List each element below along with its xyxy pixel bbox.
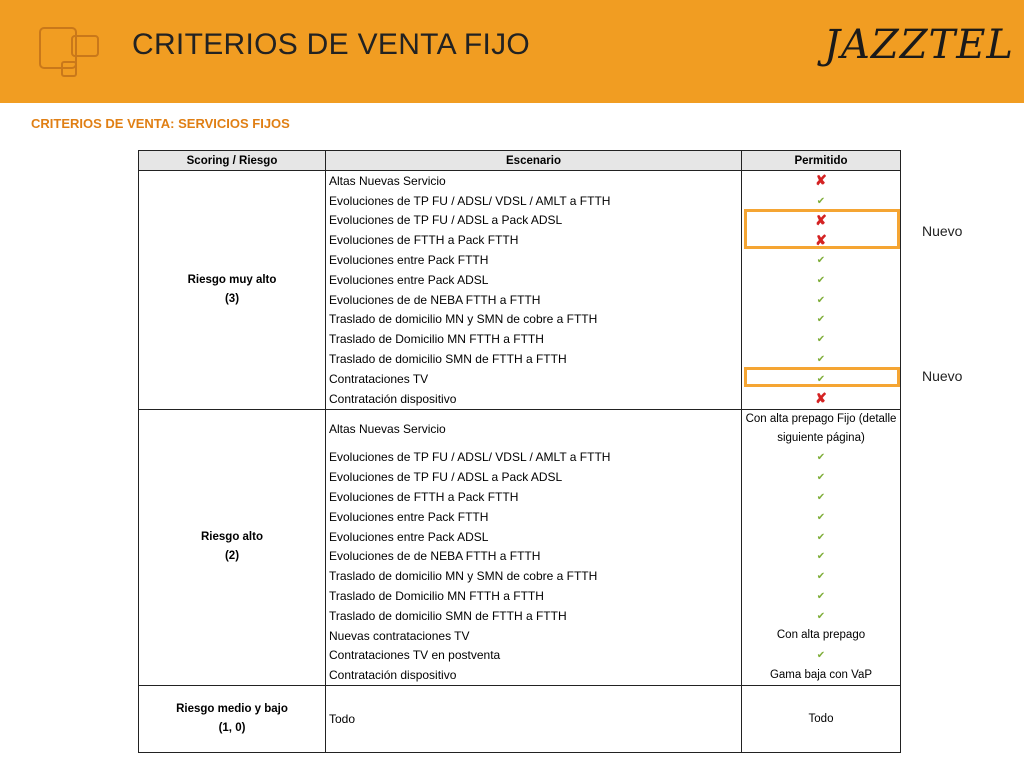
permitido-check-cell xyxy=(742,606,901,626)
risk-cell xyxy=(139,171,326,410)
check-icon: ✔ xyxy=(816,492,826,504)
escenario-cell: Evoluciones de FTTH a Pack FTTH xyxy=(326,487,742,507)
check-icon: ✔ xyxy=(816,255,826,267)
escenario-cell: Traslado de Domicilio MN FTTH a FTTH xyxy=(326,586,742,606)
risk-cell xyxy=(139,409,326,686)
permitido-check-cell xyxy=(742,566,901,586)
highlight-box-new-2 xyxy=(744,367,900,387)
risk-label: Riesgo alto xyxy=(201,531,263,544)
highlight-box-new-1 xyxy=(744,209,900,249)
permitido-check-cell xyxy=(742,527,901,547)
escenario-cell: Contratación dispositivo xyxy=(326,665,742,685)
table-row xyxy=(139,686,901,753)
page-title: CRITERIOS DE VENTA FIJO xyxy=(132,28,531,61)
escenario-cell: Altas Nuevas Servicio xyxy=(326,171,742,191)
table-header-row xyxy=(139,151,901,171)
check-icon: ✔ xyxy=(816,511,826,523)
permitido-check-cell xyxy=(742,547,901,567)
permitido-cross-cell xyxy=(742,389,901,409)
check-icon: ✔ xyxy=(816,531,826,543)
permitido-text: Con alta prepago Fijo (detalle siguiente página) xyxy=(745,412,897,444)
permitido-check-cell xyxy=(742,487,901,507)
check-icon: ✔ xyxy=(816,472,826,484)
check-icon: ✔ xyxy=(816,551,826,563)
escenario-cell: Evoluciones entre Pack FTTH xyxy=(326,250,742,270)
escenario-cell: Traslado de domicilio MN y SMN de cobre a FTTH xyxy=(326,310,742,330)
escenario-cell: Contrataciones TV en postventa xyxy=(326,646,742,666)
check-icon: ✔ xyxy=(816,354,826,366)
permitido-cross-cell xyxy=(742,171,901,191)
section-subtitle: CRITERIOS DE VENTA: SERVICIOS FIJOS xyxy=(31,116,290,131)
risk-level: (2) xyxy=(224,550,240,563)
permitido-check-cell xyxy=(742,467,901,487)
header-permitido: Permitido xyxy=(742,151,901,171)
escenario-cell: Evoluciones entre Pack ADSL xyxy=(326,527,742,547)
escenario-cell: Evoluciones entre Pack FTTH xyxy=(326,507,742,527)
escenario-cell: Evoluciones de TP FU / ADSL a Pack ADSL xyxy=(326,211,742,231)
overlapping-squares-icon xyxy=(38,26,102,80)
check-icon: ✔ xyxy=(816,571,826,583)
permitido-check-cell xyxy=(742,507,901,527)
cross-icon: ✘ xyxy=(815,172,827,189)
escenario-cell: Evoluciones de FTTH a Pack FTTH xyxy=(326,230,742,250)
check-icon: ✔ xyxy=(816,294,826,306)
permitido-check-cell xyxy=(742,290,901,310)
risk-level: (3) xyxy=(224,292,240,305)
risk-label: Riesgo muy alto xyxy=(187,273,277,286)
nuevo-label-2: Nuevo xyxy=(922,368,963,384)
escenario-cell: Traslado de domicilio SMN de FTTH a FTTH xyxy=(326,606,742,626)
escenario-cell: Evoluciones de de NEBA FTTH a FTTH xyxy=(326,547,742,567)
escenario-cell: Evoluciones de de NEBA FTTH a FTTH xyxy=(326,290,742,310)
permitido-check-cell xyxy=(742,250,901,270)
permitido-check-cell xyxy=(742,448,901,468)
permitido-text-cell xyxy=(742,686,901,753)
risk-label: Riesgo medio y bajo xyxy=(176,703,288,716)
risk-level: (1, 0) xyxy=(218,722,246,735)
check-icon: ✔ xyxy=(816,452,826,464)
escenario-cell: Evoluciones entre Pack ADSL xyxy=(326,270,742,290)
escenario-cell: Evoluciones de TP FU / ADSL a Pack ADSL xyxy=(326,467,742,487)
permitido-check-cell xyxy=(742,329,901,349)
check-icon: ✔ xyxy=(816,373,826,385)
check-icon: ✔ xyxy=(816,610,826,622)
permitido-check-cell xyxy=(742,270,901,290)
escenario-cell: Traslado de domicilio MN y SMN de cobre a FTTH xyxy=(326,566,742,586)
permitido-check-cell xyxy=(742,586,901,606)
permitido-check-cell xyxy=(742,191,901,211)
check-icon: ✔ xyxy=(816,591,826,603)
permitido-text-cell xyxy=(742,626,901,646)
cross-icon: ✘ xyxy=(815,390,827,407)
check-icon: ✔ xyxy=(816,334,826,346)
table-row xyxy=(139,409,901,448)
permitido-check-cell xyxy=(742,310,901,330)
permitido-text-cell xyxy=(742,409,901,448)
escenario-cell: Traslado de domicilio SMN de FTTH a FTTH xyxy=(326,349,742,369)
escenario-cell: Evoluciones de TP FU / ADSL/ VDSL / AMLT a FTTH xyxy=(326,191,742,211)
escenario-cell: Altas Nuevas Servicio xyxy=(326,409,742,448)
risk-cell xyxy=(139,686,326,753)
escenario-cell: Evoluciones de TP FU / ADSL/ VDSL / AMLT a FTTH xyxy=(326,448,742,468)
table-row xyxy=(139,171,901,191)
escenario-cell: Todo xyxy=(326,686,742,753)
escenario-cell: Traslado de Domicilio MN FTTH a FTTH xyxy=(326,329,742,349)
permitido-text: Gama baja con VaP xyxy=(769,668,873,681)
header-escenario: Escenario xyxy=(326,151,742,171)
cross-icon: ✘ xyxy=(815,211,827,228)
check-icon: ✔ xyxy=(816,314,826,326)
brand-logo: JAZZTEL xyxy=(824,22,1014,68)
header-bar xyxy=(0,0,1024,103)
escenario-cell: Contratación dispositivo xyxy=(326,389,742,409)
check-icon: ✔ xyxy=(816,274,826,286)
permitido-check-cell xyxy=(742,646,901,666)
escenario-cell: Nuevas contrataciones TV xyxy=(326,626,742,646)
check-icon: ✔ xyxy=(816,195,826,207)
check-icon: ✔ xyxy=(816,650,826,662)
cross-icon: ✘ xyxy=(815,231,827,248)
permitido-text: Con alta prepago xyxy=(776,629,866,642)
header-scoring: Scoring / Riesgo xyxy=(139,151,326,171)
permitido-check-cell xyxy=(742,349,901,369)
permitido-text-cell xyxy=(742,665,901,685)
nuevo-label-1: Nuevo xyxy=(922,223,963,239)
escenario-cell: Contrataciones TV xyxy=(326,369,742,389)
permitido-text: Todo xyxy=(808,712,834,725)
